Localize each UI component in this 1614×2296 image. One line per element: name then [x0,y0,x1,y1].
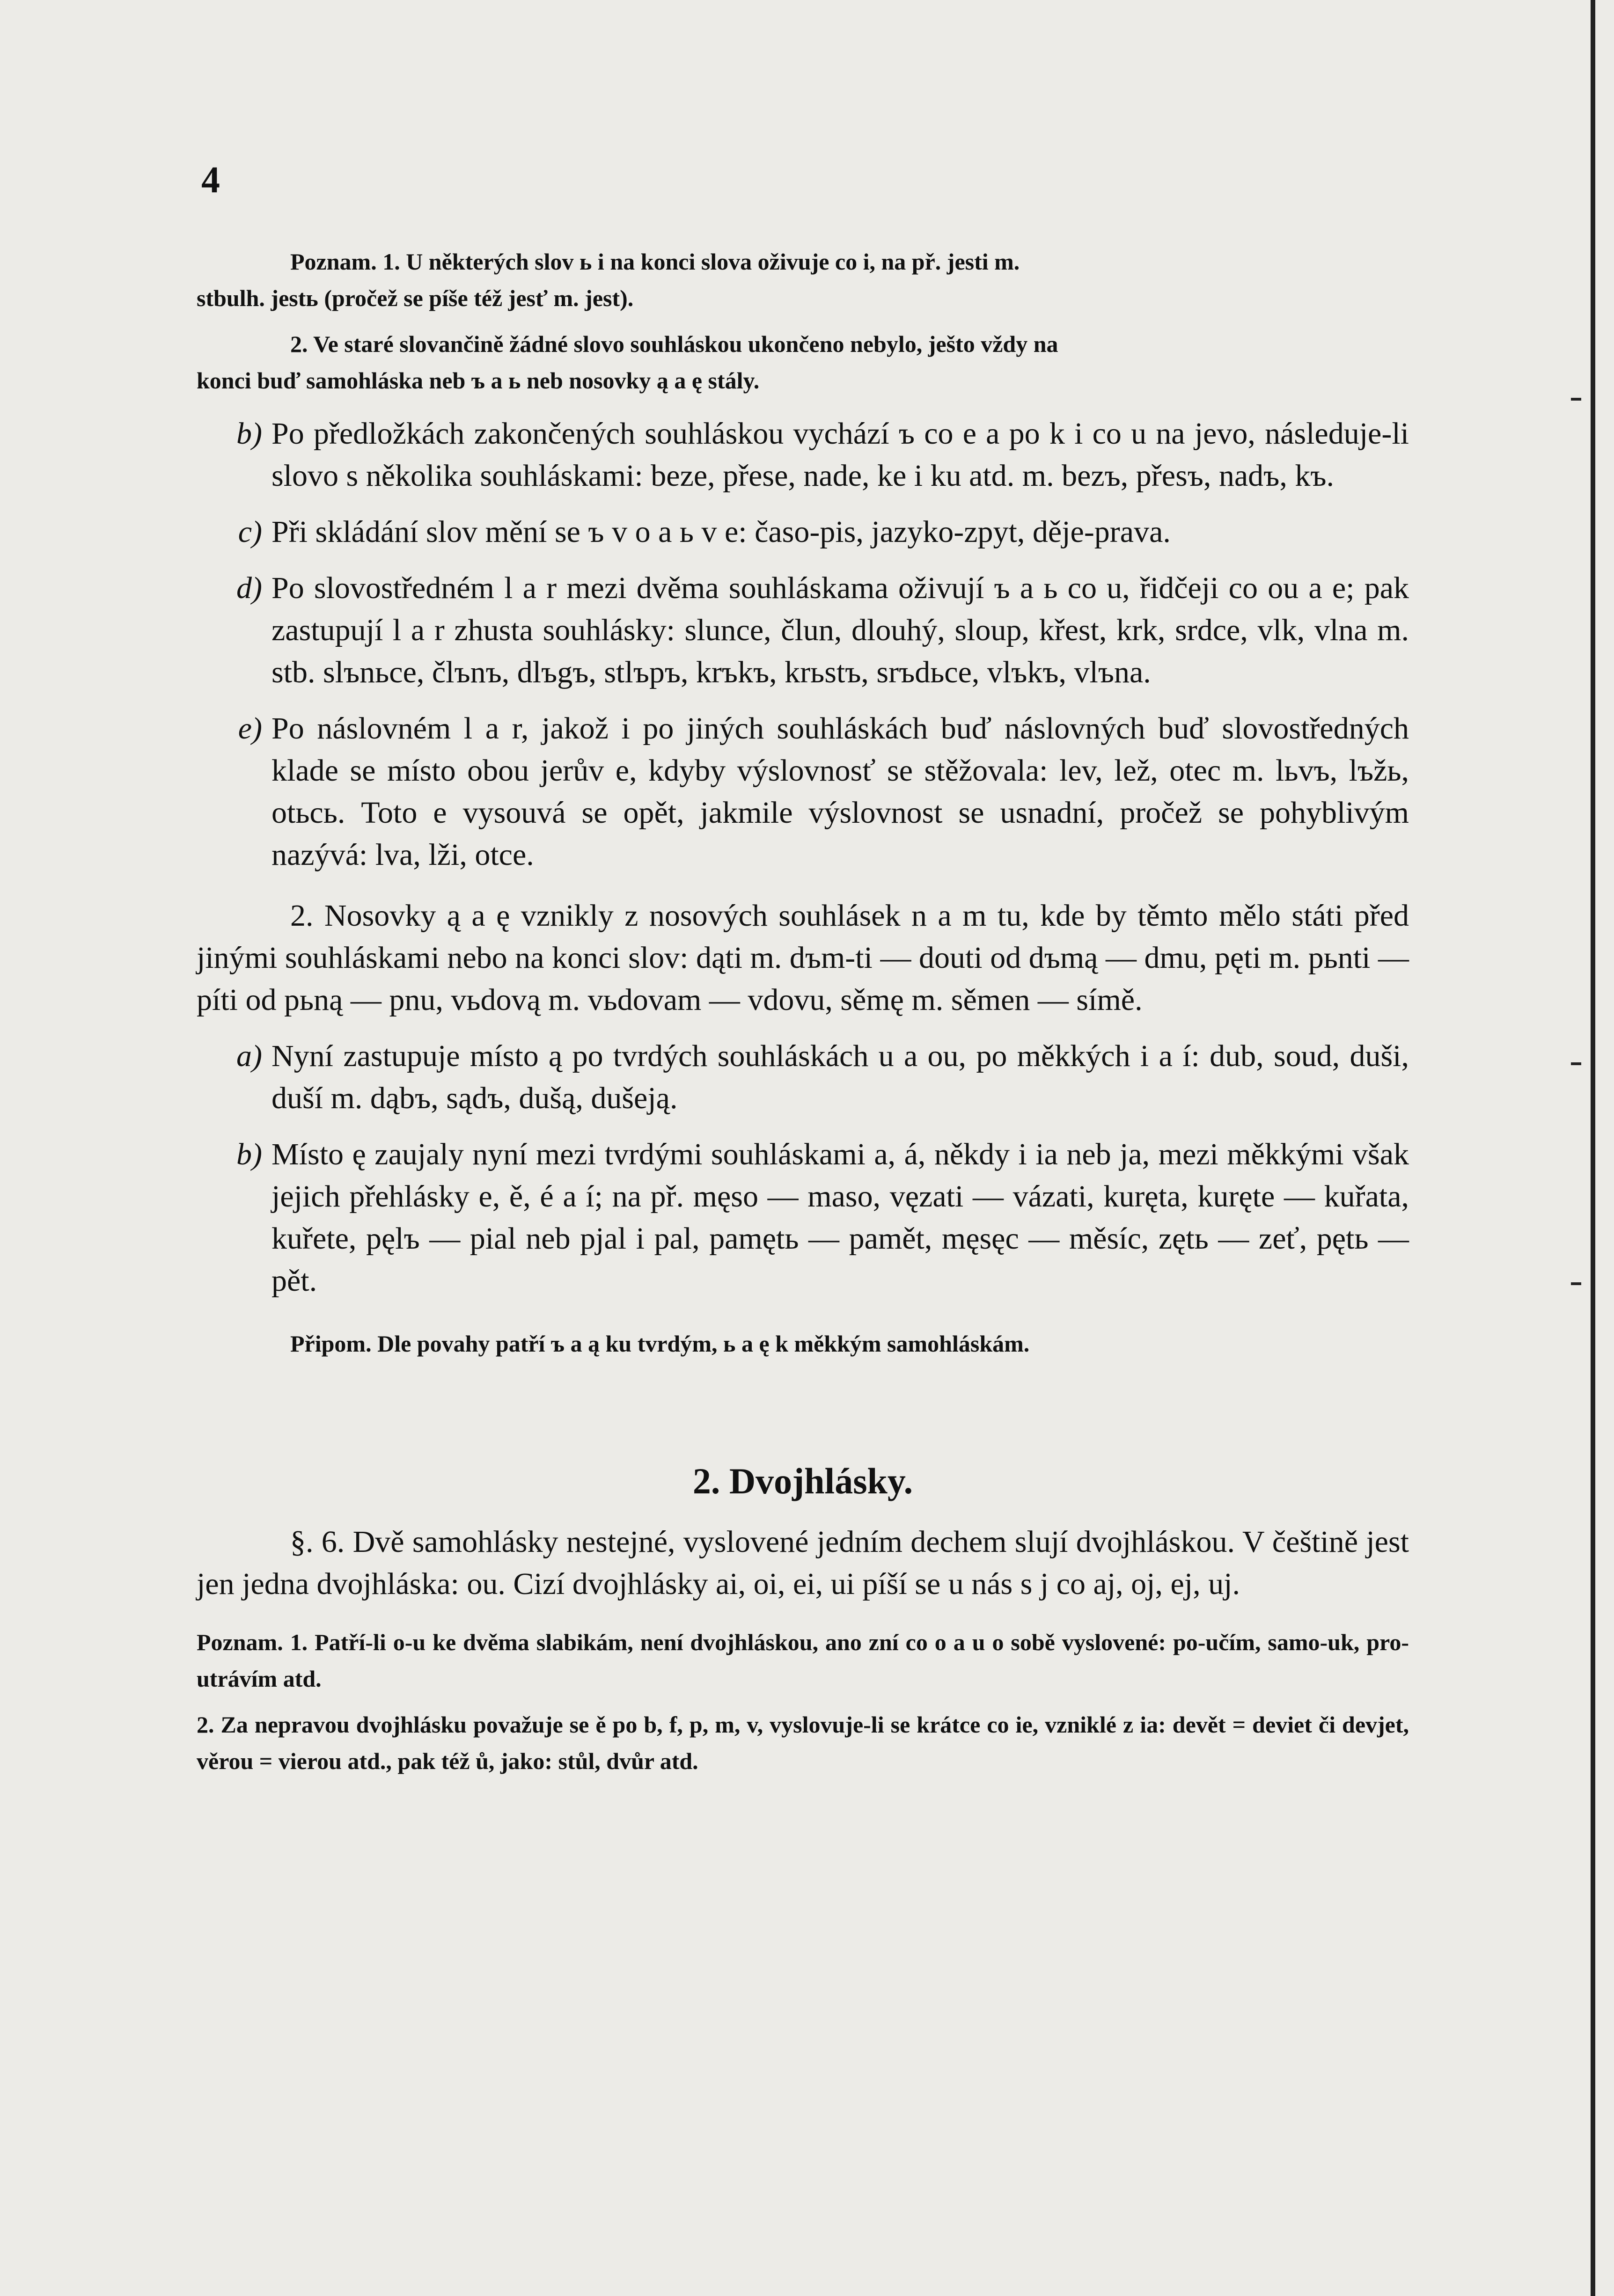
list-item [197,708,1409,876]
list-item [197,1133,1409,1302]
item-marker: e) [238,711,262,746]
bottom-note-2: 2. Za nepravou dvojhlásku považuje se ě po b, f, p, m, v, vyslovuje-li se krátce co ie, vzniklé z ia: devět = deviet či devjet, věrou = vierou atd., pak též ů, jako: stůl, dvůr atd. [197,1711,1409,1774]
item-text: Místo ę zaujaly nyní mezi tvrdými souhláskami a, á, někdy i ia neb ja, mezi měkkými však jejich přehlásky e, ě, é a í; na př. męso — maso, vęzati — vázati, kuręta, kuręte — kuřata, kuřete, pęlъ — pial neb pjal i pal, pamętь — pamět, męsęc — měsíc, zętь — zeť, pętь — pět. [271,1137,1409,1298]
item-marker: d) [236,571,262,605]
margin-mark [1571,1282,1581,1285]
section-heading: 2. Dvojhlásky. [692,1461,913,1501]
item-text: Po slovostředném l a r mezi dvěma souhláskama oživují ъ a ь co u, řidčeji co ou a e; pak zastupují l a r zhusta souhlásky: slunce, člun, dlouhý, sloup, křest, krk, srdce, vlk, vlna m. stb. slъnьce, člъnъ, dlъgъ, stlъpъ, krъkъ, krьstъ, srъdьce, vlъkъ, vlъna. [271,571,1409,689]
item-marker: c) [238,515,262,549]
list-item [197,1035,1409,1119]
margin-mark [1571,1062,1581,1065]
list-item [197,413,1409,497]
item-text: Po předložkách zakončených souhláskou vychází ъ co e a po k i co u na jevo, následuje-li slovo s několika souhláskami: beze, přese, nade, ke i ku atd. m. bezъ, přesъ, nadъ, kъ. [271,417,1409,493]
item-marker: b) [236,417,262,451]
item-text: Po náslovném l a r, jakož i po jiných souhláskách buď náslovných buď slovostředných klade se místo obou jerův e, kdyby výslovnosť se stěžovala: lev, lež, otec m. lьvъ, lъžь, otьcь. Toto e vysouvá se opět, jakmile výslovnost se usnadní, pročež se pohyblivým nazývá: lva, lži, otce. [271,711,1409,872]
note-line: stbulh. jestь (pročež se píše též jesť m. jest). [197,285,634,311]
item-text: Při skládání slov mění se ъ v o a ь v e: časo-pis, jazyko-zpyt, děje-prava. [271,515,1171,549]
paragraph-nosovky: 2. Nosovky ą a ę vznikly z nosových souhlásek n a m tu, kde by těmto mělo státi před jinými souhláskami nebo na konci slov: dąti m. dъm-ti — douti od dъmą — dmu, pęti m. pьnti — píti od pьną — pnu, vьdovą m. vьdovam — vdovu, sěmę m. sěmen — símě. [197,899,1409,1017]
paragraph-dvojhlasky: §. 6. Dvě samohlásky nestejné, vyslovené jedním dechem slují dvojhláskou. V češtině jest jen jedna dvojhláska: ou. Cizí dvojhlásky ai, oi, ei, ui píší se u nás s j co aj, oj, ej, uj. [197,1525,1409,1601]
bottom-note-1: Poznam. 1. Patří-li o-u ke dvěma slabikám, není dvojhláskou, ano zní co o a u o sobě vyslovené: po-učím, samo-uk, pro-utrávím atd. [197,1629,1409,1692]
note-line: 2. Ve staré slovančině žádné slovo souhláskou ukončeno nebylo, ješto vždy na [290,331,1058,357]
page-edge-line [1591,0,1595,2296]
top-note-2 [197,326,1409,399]
item-text: Nyní zastupuje místo ą po tvrdých souhláskách u a ou, po měkkých i a í: dub, soud, duši, duší m. dąbъ, sądъ, dušą, dušeją. [271,1039,1409,1115]
list-item [197,511,1409,553]
note-line: Poznam. 1. U některých slov ь i na konci slova oživuje co i, na př. jesti m. [290,249,1020,275]
page-number: 4 [201,160,220,201]
top-note-1 [197,243,1409,316]
note-line: konci buď samohláska neb ъ a ь neb nosovky ą a ę stály. [197,367,760,394]
list-item [197,567,1409,694]
item-marker: b) [236,1137,262,1171]
margin-mark [1571,398,1581,401]
page-body [197,243,1409,1789]
item-marker: a) [236,1039,262,1073]
pripom-note: Připom. Dle povahy patří ъ a ą ku tvrdým, ь a ę k měkkým samohláskám. [290,1331,1030,1357]
